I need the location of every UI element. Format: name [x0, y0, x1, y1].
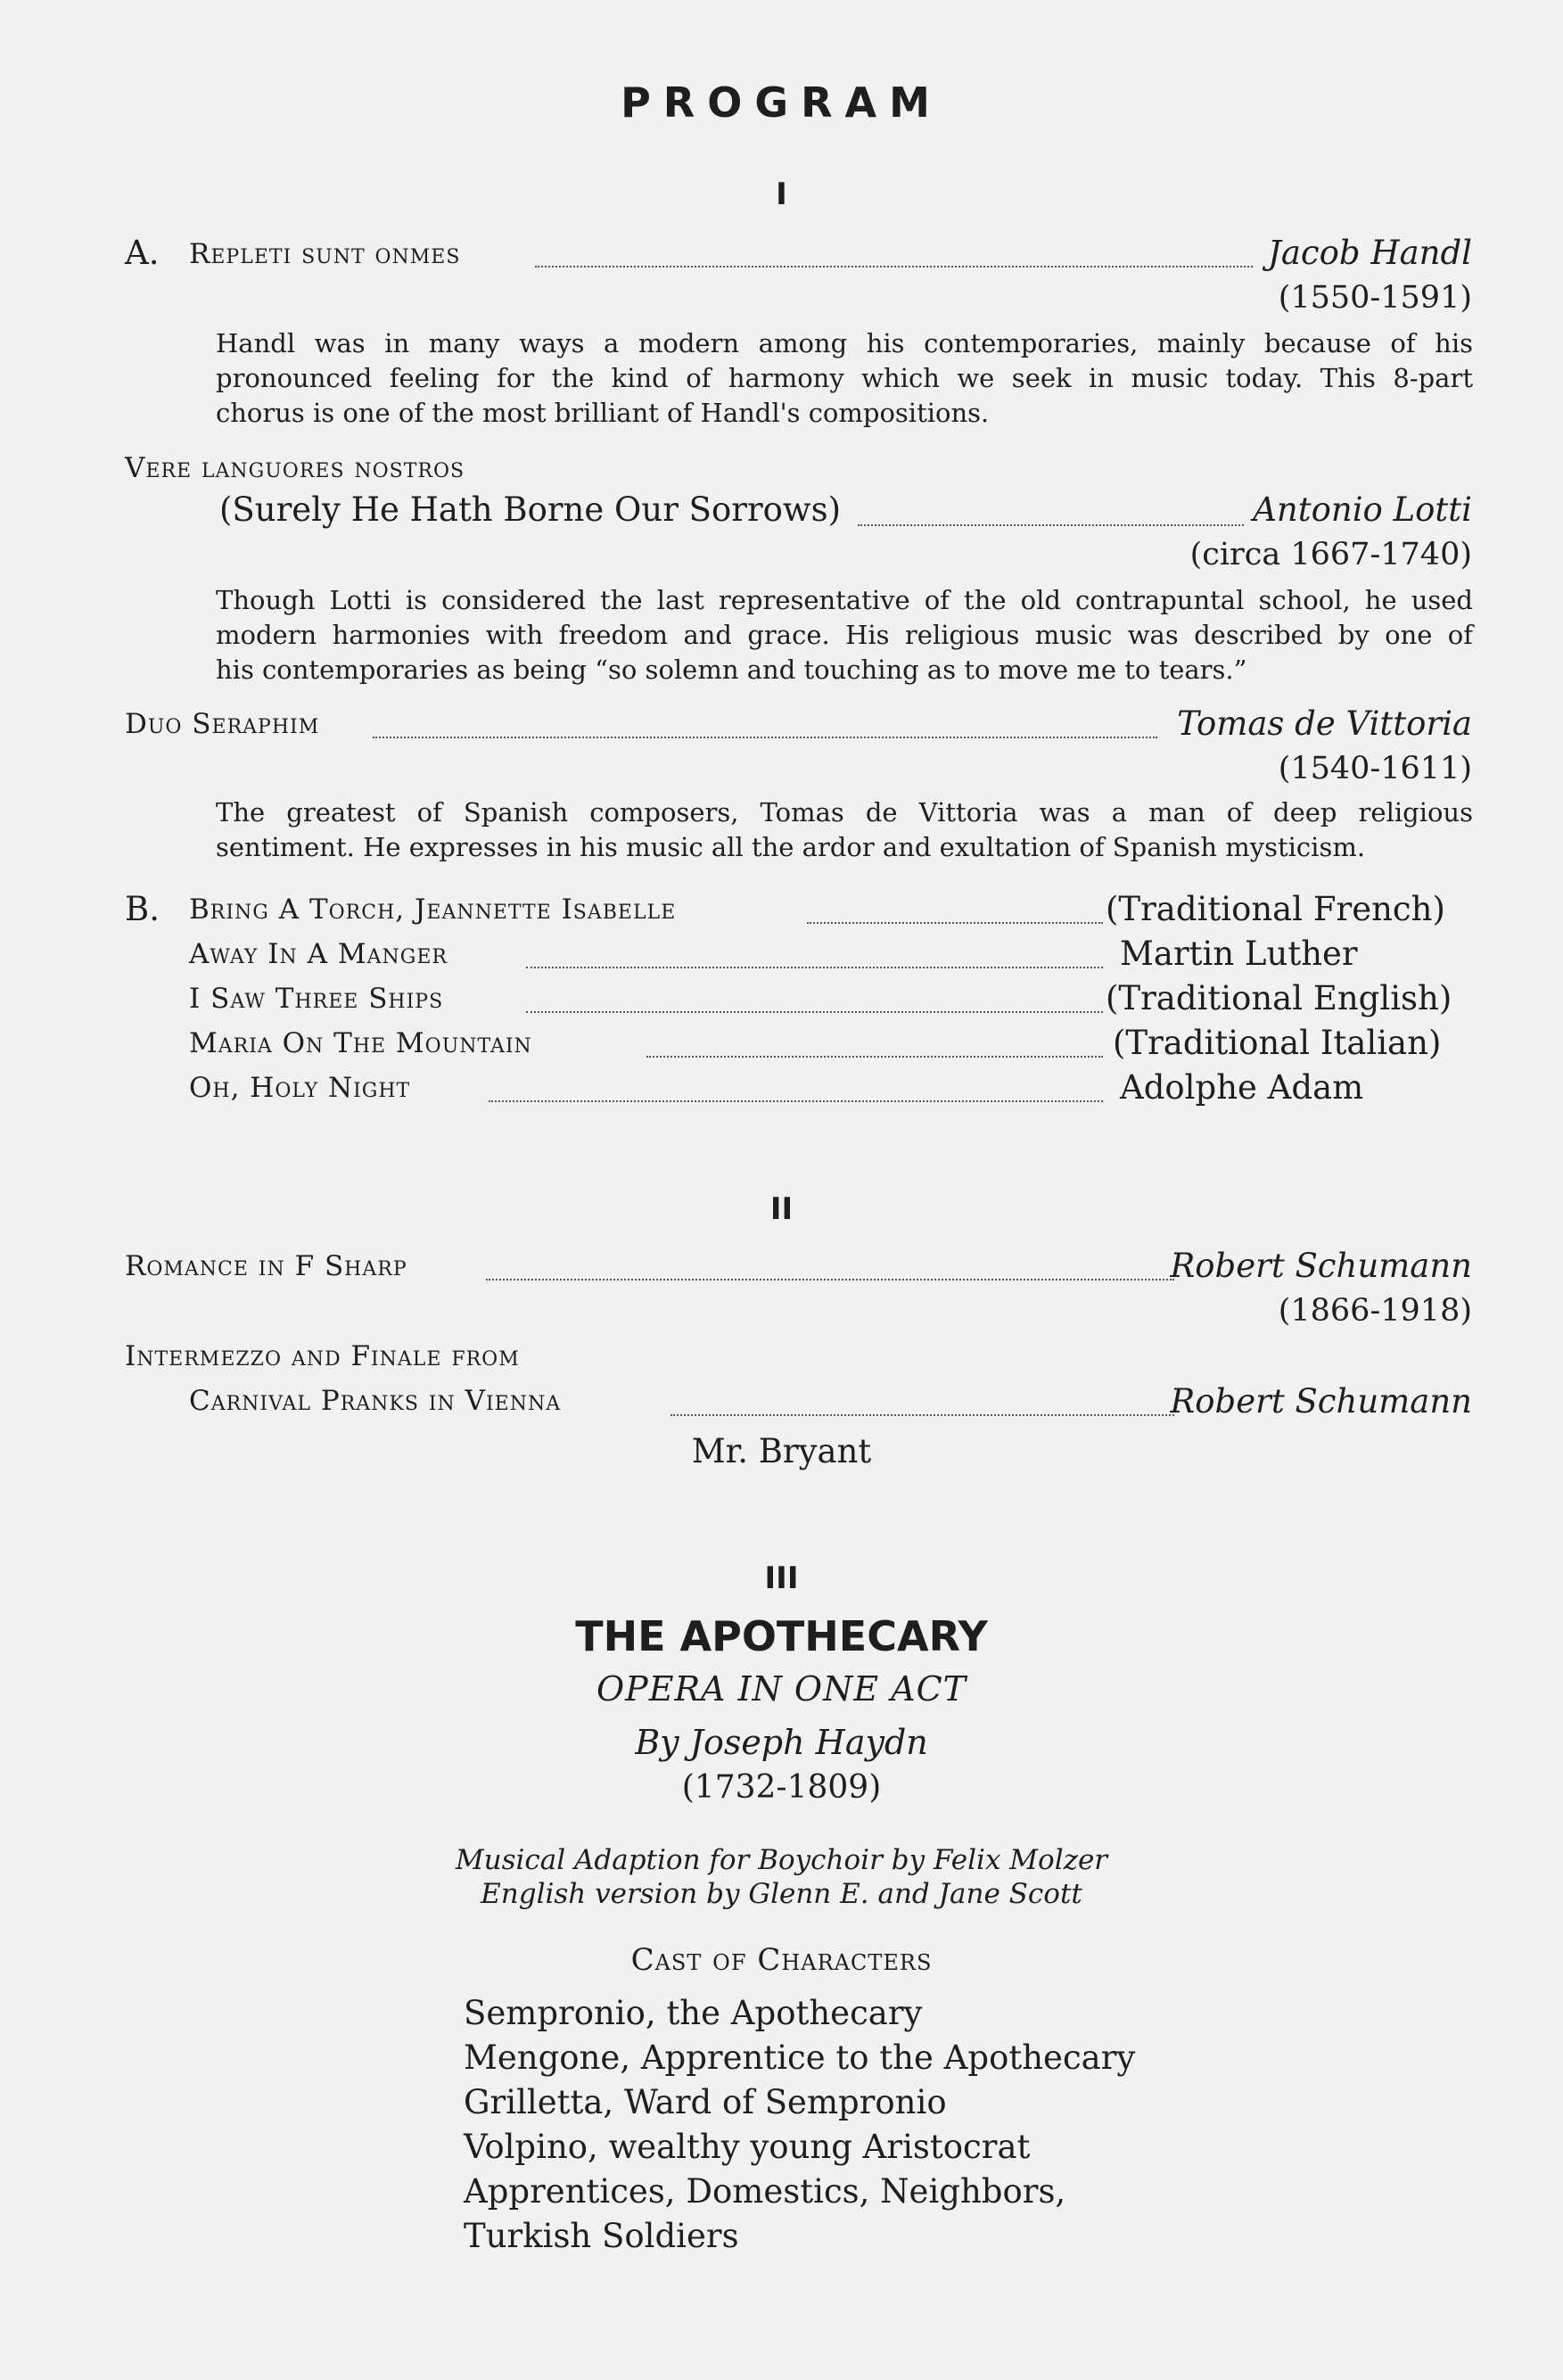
carol-origin: (Traditional English) — [1106, 979, 1452, 1017]
dot-leader — [670, 1414, 1174, 1416]
piece-title-duo-seraphim: Duo Seraphim — [125, 708, 320, 740]
english-version-credit: English version by Glenn E. and Jane Scott — [481, 1878, 1082, 1910]
composer-schumann: Robert Schumann — [1170, 1247, 1472, 1285]
dot-leader — [489, 1100, 1103, 1102]
program-heading: PROGRAM — [621, 78, 942, 127]
dot-leader — [526, 967, 1103, 968]
cast-member: Turkish Soldiers — [464, 2217, 739, 2255]
performer: Mr. Bryant — [691, 1432, 872, 1470]
composer-lotti: Antonio Lotti — [1253, 490, 1472, 529]
description-line: modern harmonies with freedom and grace. His religious music was described by one of — [216, 620, 1473, 650]
section-number-1: I — [776, 177, 787, 212]
description-line: chorus is one of the most brilliant of Handl's compositions. — [216, 398, 990, 428]
years-lotti: (circa 1667-1740) — [1189, 537, 1472, 572]
carol-origin: (Traditional Italian) — [1113, 1024, 1442, 1062]
cast-heading: Cast of Characters — [630, 1942, 933, 1978]
description-line: Though Lotti is considered the last representative of the old contrapuntal school, he used — [216, 585, 1473, 615]
piece-title-vere: Vere languores nostros — [125, 452, 465, 484]
years-schumann: (1866-1918) — [1278, 1293, 1472, 1329]
group-b-label: B. — [125, 890, 160, 928]
dot-leader — [807, 922, 1103, 924]
carol-title: Bring A Torch, Jeannette Isabelle — [189, 894, 677, 926]
dot-leader — [646, 1056, 1103, 1058]
carol-title: Oh, Holy Night — [189, 1072, 411, 1104]
composer-schumann: Robert Schumann — [1170, 1382, 1472, 1421]
composer-handl: Jacob Handl — [1267, 234, 1472, 272]
description-line: sentiment. He expresses in his music all the ardor and exultation of Spanish mysticism. — [216, 832, 1366, 862]
cast-member: Grilletta, Ward of Sempronio — [464, 2083, 947, 2121]
dot-leader — [535, 266, 1253, 268]
description-line: his contemporaries as being “so solemn and touching as to move me to tears.” — [216, 655, 1247, 685]
dot-leader — [526, 1011, 1103, 1013]
opera-years: (1732-1809) — [681, 1769, 882, 1806]
cast-member: Sempronio, the Apothecary — [464, 1994, 923, 2032]
composer-vittoria: Tomas de Vittoria — [1177, 704, 1472, 743]
description-lotti — [216, 583, 1473, 688]
piece-subtitle-vere: (Surely He Hath Borne Our Sorrows) — [219, 490, 842, 529]
dot-leader — [486, 1279, 1174, 1281]
dot-leader — [373, 737, 1157, 738]
carol-title: Maria On The Mountain — [189, 1027, 532, 1059]
carol-title: I Saw Three Ships — [189, 983, 444, 1015]
section-number-2: II — [769, 1191, 794, 1227]
carol-title: Away In A Manger — [189, 938, 448, 970]
opera-subtitle: OPERA IN ONE ACT — [596, 1669, 967, 1709]
dot-leader — [858, 524, 1244, 526]
carol-origin: Martin Luther — [1120, 935, 1358, 973]
description-handl — [216, 326, 1473, 431]
adaption-credit: Musical Adaption for Boychoir by Felix Molzer — [455, 1844, 1108, 1876]
cast-member: Apprentices, Domestics, Neighbors, — [464, 2172, 1066, 2211]
group-a-label: A. — [125, 234, 160, 272]
piece-title-carnival: Carnival Pranks in Vienna — [189, 1385, 562, 1417]
description-vittoria — [216, 795, 1473, 865]
carol-origin: Adolphe Adam — [1120, 1068, 1364, 1107]
years-vittoria: (1540-1611) — [1278, 751, 1472, 786]
description-line: Handl was in many ways a modern among his contemporaries, mainly because of his — [216, 328, 1473, 358]
cast-member: Volpino, wealthy young Aristocrat — [464, 2128, 1031, 2166]
carol-origin: (Traditional French) — [1106, 890, 1445, 928]
piece-title-romance: Romance in F Sharp — [125, 1250, 407, 1282]
description-line: pronounced feeling for the kind of harmony which we seek in music today. This 8-part — [216, 363, 1473, 393]
piece-title-intermezzo: Intermezzo and Finale from — [125, 1340, 520, 1372]
years-handl: (1550-1591) — [1278, 280, 1472, 316]
opera-title: THE APOTHECARY — [575, 1612, 988, 1660]
cast-member: Mengone, Apprentice to the Apothecary — [464, 2038, 1136, 2077]
piece-title-repleti: Repleti sunt onmes — [189, 238, 461, 270]
description-line: The greatest of Spanish composers, Tomas de Vittoria was a man of deep religious — [216, 797, 1473, 828]
section-number-3: III — [764, 1561, 799, 1596]
opera-composer: By Joseph Haydn — [635, 1723, 928, 1762]
